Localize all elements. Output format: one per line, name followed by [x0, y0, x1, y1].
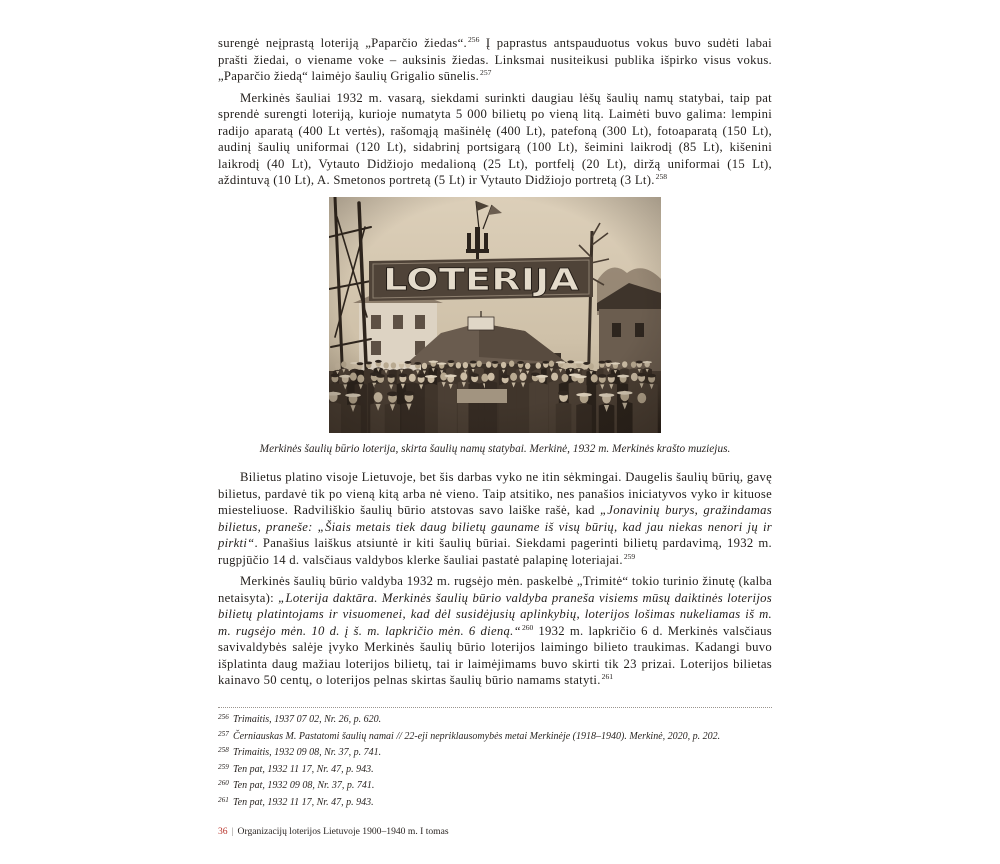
footnote-number: 258 [218, 746, 229, 755]
vignette [329, 197, 661, 433]
book-title: Organizacijų loterijos Lietuvoje 1900–1940 m. I tomas [237, 826, 449, 837]
paragraph-text: . Panašius laiškus atsiuntė ir kiti šaulių būriai. Siekdami pagerinti bilietų pardavimą, 1932 m. rugpjūčio 14 d. valsčiaus valdybos klerke šauliai pastatė palapinę loteriajai. [218, 536, 772, 567]
body-paragraph [218, 573, 772, 689]
footnote [218, 712, 772, 729]
paragraph-text: Merkinės šauliai 1932 m. vasarą, siekdami surinkti daugiau lėšų šaulių namų statybai, taip pat sprendė surengti loteriją, kurioje numatyta 5 000 bilietų po vieną litą. Laimėti buvo galima: lempini radijo aparatą (400 Lt vertės), rašomąją mašinėlę (400 Lt), patefoną (300 Lt), fotoaparatą (150 Lt), audinį šaulių uniformai (120 Lt), sidabrinį portsigarą (100 Lt), šeimini laikrodį (85 Lt), kišenini laikrodį (40 Lt), Vytauto Didžiojo medalioną (25 Lt), portfelį (20 Lt), diržą uniformai (15 Lt), aždintuvą (10 Lt), A. Smetonos portretą (5 Lt) ir Vytauto Didžiojo portretą (3 Lt). [218, 90, 772, 187]
footnote-ref: 260 [521, 622, 534, 632]
photo-image [329, 197, 661, 433]
quote-italic: „Loterija daktāra. Merkinės šaulių būrio valdyba praneša visiems mūsų daiktinės loterijos bilietų platintojams ir visuomenei, kad dėl susidėjusių aplinkybių, loterijos lošimas nukeliamas iš m. m. rugsėjo mėn. 10 d. į š. m. lapkričio mėn. 6 dieną.“ [218, 590, 772, 638]
footnote-ref: 261 [601, 672, 614, 682]
photo-caption: Merkinės šaulių būrio loterija, skirta šaulių namų statybai. Merkinė, 1932 m. Merkinės krašto muziejus. [259, 443, 731, 455]
footnote [218, 795, 772, 812]
footnote-number: 259 [218, 762, 229, 771]
footnotes [218, 712, 772, 812]
footnote [218, 762, 772, 779]
footnote-number: 257 [218, 729, 229, 738]
footnote-ref: 258 [655, 172, 668, 182]
body-paragraph [218, 90, 772, 189]
body-paragraph [218, 35, 772, 85]
paragraph-text: surengė neįprastą loteriją „Paparčio žiedas“. [218, 36, 467, 50]
footnote-text: Trimaitis, 1932 09 08, Nr. 37, p. 741. [233, 747, 382, 759]
page-footer [218, 826, 449, 838]
paragraph-text: Bilietus platino visoje Lietuvoje, bet šis darbas vyko ne itin sėkmingai. Daugelis šaulių būrių, gavę bilietus, pardavė tik po vieną kitą arba nė vieno. Taip atsitiko, nes panašios iniciatyvos vyko ir kituose miesteliuose. Radviliškio šaulių būrio atstovas savo laiške rašė, kad [218, 470, 772, 517]
body-paragraph [218, 469, 772, 568]
footnote-separator [218, 707, 772, 708]
footnote [218, 745, 772, 762]
footnote-ref: 256 [468, 35, 480, 45]
text-section-top [218, 35, 772, 189]
footnote-text: Černiauskas M. Pastatomi šaulių namai // 22-eji nepriklausomybės metai Merkinėje (1918–1940). Merkinė, 2020, p. 202. [233, 730, 721, 742]
footnote-text: Ten pat, 1932 11 17, Nr. 47, p. 943. [233, 763, 374, 775]
paragraph-text: Merkinės šaulių būrio valdyba 1932 m. rugsėjo mėn. paskelbė „Trimitė“ tokio turinio žinutę (kalba netaisyta): [218, 574, 772, 605]
footnote-text: Ten pat, 1932 11 17, Nr. 47, p. 943. [233, 796, 374, 808]
paragraph-text: 1932 m. lapkričio 6 d. Merkinės valsčiaus savivaldybės salėje įvyko Merkinės šaulių būrio loterijos laimingo bilieto traukimas. Kadangi buvo išplatinta daug mažiau loterijos bilietų, tai ir laimėjimams buvo skirti tik 23 prizai. Loterijos bilietas kainavo 50 centų, o loterijos pelnas skirtas šaulių būrio namams statyti. [218, 623, 773, 687]
footer-separator: | [231, 826, 234, 837]
footnote-text: Trimaitis, 1937 07 02, Nr. 26, p. 620. [233, 714, 382, 725]
footnote-number: 261 [218, 795, 229, 804]
page-number: 36 [218, 826, 228, 837]
paragraph-text: Į paprastus antspauduotus vokus buvo sudėti labai prašti žiedai, o viename voke – auksinis žiedas. Linksmai nusiteikusi publika išpirko visus vokus. „Paparčio žiedą“ laimėjo šaulių Grigalio sūnelis. [218, 36, 772, 83]
footnote-ref: 257 [480, 68, 492, 78]
text-section-bottom [218, 469, 772, 689]
footnote-number: 260 [218, 779, 229, 788]
footnote-ref: 259 [623, 551, 636, 561]
footnote [218, 778, 772, 795]
quote-italic: „Jonavinių burys, gražindamas bilietus, praneše: „Šiais metais tiek daug bilietų gauname iš visų būrių, kad jau niekas nenori jų ir pirkti“ [218, 503, 772, 550]
footnote-text: Ten pat, 1932 09 08, Nr. 37, p. 741. [233, 780, 375, 792]
footnote-number: 256 [218, 713, 229, 721]
lottery-photo [329, 197, 661, 433]
footnote [218, 729, 772, 746]
